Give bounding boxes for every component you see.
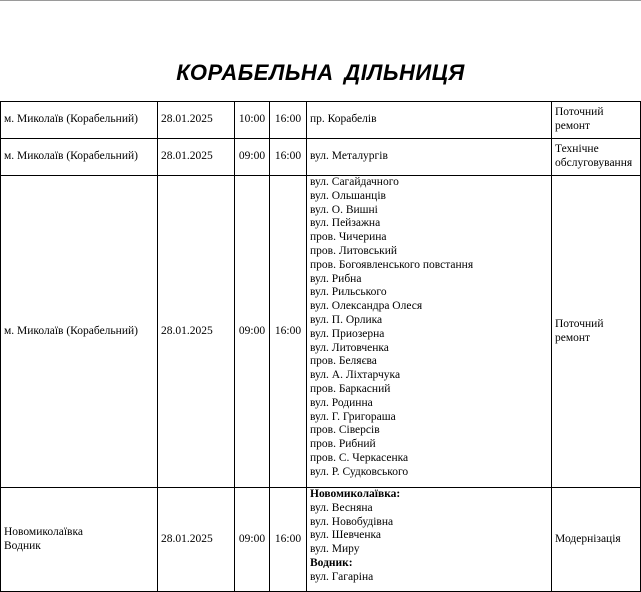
time-from-cell: 09:00 [235, 139, 270, 176]
street-item: вул. Миру [310, 543, 360, 556]
street-item: пров. Сіверсів [310, 424, 380, 437]
location-cell [0, 101, 158, 139]
street-item: вул. Гагаріна [310, 570, 374, 583]
date-cell: 28.01.2025 [158, 139, 235, 176]
streets-cell [307, 488, 552, 592]
street-item: вул. П. Орлика [310, 313, 383, 326]
street-item: пров. Беляєва [310, 355, 377, 368]
location-line: м. Миколаїв (Корабельний) [4, 113, 138, 126]
street-item: вул. Пейзажна [310, 217, 381, 230]
street-item: вул. Родинна [310, 396, 373, 409]
work-type-cell: Поточний ремонт [552, 101, 641, 139]
street-item: вул. Рибна [310, 272, 362, 285]
location-line: м. Миколаїв (Корабельний) [4, 150, 138, 163]
location-line: м. Миколаїв (Корабельний) [4, 324, 138, 337]
street-item: вул. Литовченка [310, 341, 389, 354]
time-to-cell: 16:00 [270, 176, 307, 488]
date-cell: 28.01.2025 [158, 488, 235, 592]
work-type-cell: Модернізація [552, 488, 641, 592]
table-row [0, 176, 641, 488]
date-cell: 28.01.2025 [158, 176, 235, 488]
street-item: вул. Ольшанців [310, 189, 386, 202]
streets-cell [307, 101, 552, 139]
settlement-heading: Новомиколаївка: [310, 488, 401, 500]
street-item: вул. Г. Григораша [310, 410, 396, 423]
table-row [0, 101, 641, 139]
street-item: пров. Баркасний [310, 382, 391, 395]
table-row [0, 488, 641, 592]
street-item: вул. Приозерна [310, 327, 385, 340]
street-item: вул. Новобудівна [310, 515, 394, 528]
location-cell [0, 488, 158, 592]
street-item: пров. Чичерина [310, 231, 387, 244]
street-item: пров. С. Черкасенка [310, 451, 409, 464]
location-cell [0, 139, 158, 176]
page-title: КОРАБЕЛЬНА ДІЛЬНИЦЯ [176, 60, 465, 85]
street-item: вул. О. Вишні [310, 203, 378, 216]
street-item: пр. Корабелів [310, 113, 377, 126]
street-item: пров. Богоявленського повстання [310, 258, 474, 271]
schedule-body [0, 101, 641, 592]
time-to-cell: 16:00 [270, 101, 307, 139]
top-divider [0, 0, 641, 1]
date-cell: 28.01.2025 [158, 101, 235, 139]
street-item: вул. Олександра Олеся [310, 300, 423, 313]
street-item: пров. Литовський [310, 244, 398, 257]
street-item: вул. Сагайдачного [310, 176, 399, 188]
street-item: вул. Рильського [310, 286, 387, 299]
street-item: вул. Весняна [310, 501, 373, 514]
street-item: вул. Шевченка [310, 529, 382, 542]
time-from-cell: 10:00 [235, 101, 270, 139]
location-line: Водник [4, 539, 41, 552]
time-from-cell: 09:00 [235, 488, 270, 592]
location-line: Новомиколаївка [4, 525, 83, 538]
settlement-heading: Водник: [310, 556, 353, 569]
table-row [0, 139, 641, 176]
time-to-cell: 16:00 [270, 139, 307, 176]
work-type-cell: Поточний ремонт [552, 176, 641, 488]
time-to-cell: 16:00 [270, 488, 307, 592]
street-item: вул. Металургів [310, 150, 388, 163]
streets-cell [307, 139, 552, 176]
street-item: пров. Рибний [310, 438, 376, 451]
location-cell [0, 176, 158, 488]
time-from-cell: 09:00 [235, 176, 270, 488]
street-item: вул. А. Ліхтарчука [310, 369, 401, 382]
work-type-cell: Технічне обслуговування [552, 139, 641, 176]
street-item: вул. Р. Судковського [310, 465, 409, 478]
outage-schedule-table [0, 101, 641, 592]
streets-cell [307, 176, 552, 488]
